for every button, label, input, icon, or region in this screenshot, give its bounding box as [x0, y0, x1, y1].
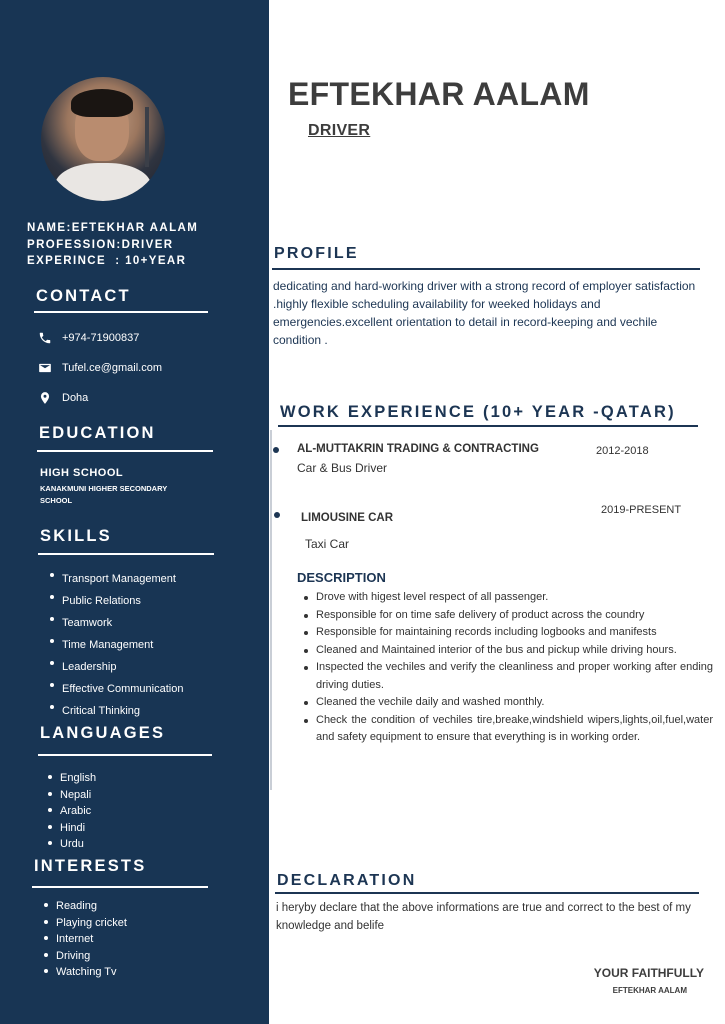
declaration-text: i heryby declare that the above informations are true and correct to the best of my knowledge and belife [276, 902, 691, 932]
contact-divider [34, 311, 208, 313]
interests-list [42, 898, 127, 981]
list-item: Effective Communication [48, 678, 183, 700]
list-item: Check the condition of vechiles tire,breake,windshield wipers,lights,oil,fuel,water and safety equipment to ensure that everything is in working order. [316, 712, 713, 747]
list-item: Arabic [46, 803, 96, 820]
description-heading: DESCRIPTION [297, 570, 386, 585]
education-level: HIGH SCHOOL [40, 467, 124, 479]
list-item: Cleaned and Maintained interior of the bus and pickup while driving hours. [316, 642, 713, 660]
languages-heading: LANGUAGES [40, 724, 166, 742]
summary-experience: EXPERINCE : 10+YEAR [27, 255, 187, 267]
declaration-heading: DECLARATION [277, 872, 417, 889]
profile-divider [272, 268, 700, 270]
list-item: Nepali [46, 787, 96, 804]
list-item: Public Relations [48, 590, 183, 612]
education-heading: EDUCATION [39, 424, 156, 442]
skills-list [48, 568, 183, 722]
education-school: KANAKMUNI HIGHER SECONDARY SCHOOL [40, 484, 168, 505]
description-list [316, 589, 713, 747]
profile-photo [41, 77, 165, 201]
list-item: Leadership [48, 656, 183, 678]
location-text: Doha [62, 392, 89, 404]
signature-name: EFTEKHAR AALAM [612, 986, 687, 995]
experience-divider [278, 425, 698, 427]
job-dates: 2019-PRESENT [601, 504, 682, 516]
contact-email[interactable] [38, 361, 162, 375]
languages-divider [38, 754, 212, 756]
contact-location [38, 391, 88, 405]
job-company: LIMOUSINE CAR [301, 512, 393, 524]
timeline-dot [274, 512, 280, 518]
phone-icon [38, 331, 52, 345]
interests-heading: INTERESTS [34, 857, 147, 875]
list-item: Hindi [46, 820, 96, 837]
job-role: Taxi Car [305, 537, 350, 551]
languages-list [46, 770, 96, 853]
timeline-dot [273, 447, 279, 453]
location-pin-icon [38, 391, 52, 405]
contact-heading: CONTACT [36, 287, 131, 305]
sidebar [0, 0, 269, 1024]
job-company: AL-MUTTAKRIN TRADING & CONTRACTING [297, 443, 539, 455]
list-item: Cleaned the vechile daily and washed monthly. [316, 694, 713, 712]
list-item: Internet [42, 931, 127, 948]
candidate-name: EFTEKHAR AALAM [288, 76, 590, 112]
list-item: Playing cricket [42, 915, 127, 932]
education-divider [37, 450, 213, 452]
list-item: English [46, 770, 96, 787]
email-address: Tufel.ce@gmail.com [62, 362, 163, 374]
summary-info [27, 220, 198, 270]
profile-heading: PROFILE [274, 245, 359, 262]
list-item: Urdu [46, 836, 96, 853]
list-item: Transport Management [48, 568, 183, 590]
declaration-divider [275, 892, 699, 894]
job-dates: 2012-2018 [596, 445, 649, 457]
closing-text: YOUR FAITHFULLY [593, 966, 704, 980]
list-item: Reading [42, 898, 127, 915]
experience-heading: WORK EXPERIENCE (10+ YEAR -QATAR) [280, 403, 676, 421]
summary-profession: PROFESSION:DRIVER [27, 238, 174, 251]
list-item: Inspected the vechiles and verify the cleanliness and proper working after ending driving duties. [316, 659, 713, 694]
list-item: Time Management [48, 634, 183, 656]
interests-divider [32, 886, 208, 888]
list-item: Watching Tv [42, 964, 127, 981]
job-role: Car & Bus Driver [297, 461, 388, 475]
list-item: Responsible for maintaining records including logbooks and manifests [316, 624, 713, 642]
list-item: Critical Thinking [48, 700, 183, 722]
skills-heading: SKILLS [40, 527, 112, 545]
list-item: Driving [42, 948, 127, 965]
summary-name: NAME:EFTEKHAR AALAM [27, 222, 199, 234]
phone-number: +974-71900837 [62, 332, 140, 344]
list-item: Responsible for on time safe delivery of product across the coundry [316, 607, 713, 625]
experience-timeline [270, 430, 272, 790]
list-item: Drove with higest level respect of all passenger. [316, 589, 713, 607]
mail-icon [38, 361, 52, 375]
skills-divider [38, 553, 214, 555]
contact-phone[interactable] [38, 331, 139, 345]
profile-text: dedicating and hard-working driver with a strong record of employer satisfaction .highly flexible scheduling availability for weeked holidays and emergencies.excellent orientation to detail in record-keeping and vechile condition . [273, 279, 696, 347]
candidate-role: DRIVER [308, 122, 371, 139]
list-item: Teamwork [48, 612, 183, 634]
